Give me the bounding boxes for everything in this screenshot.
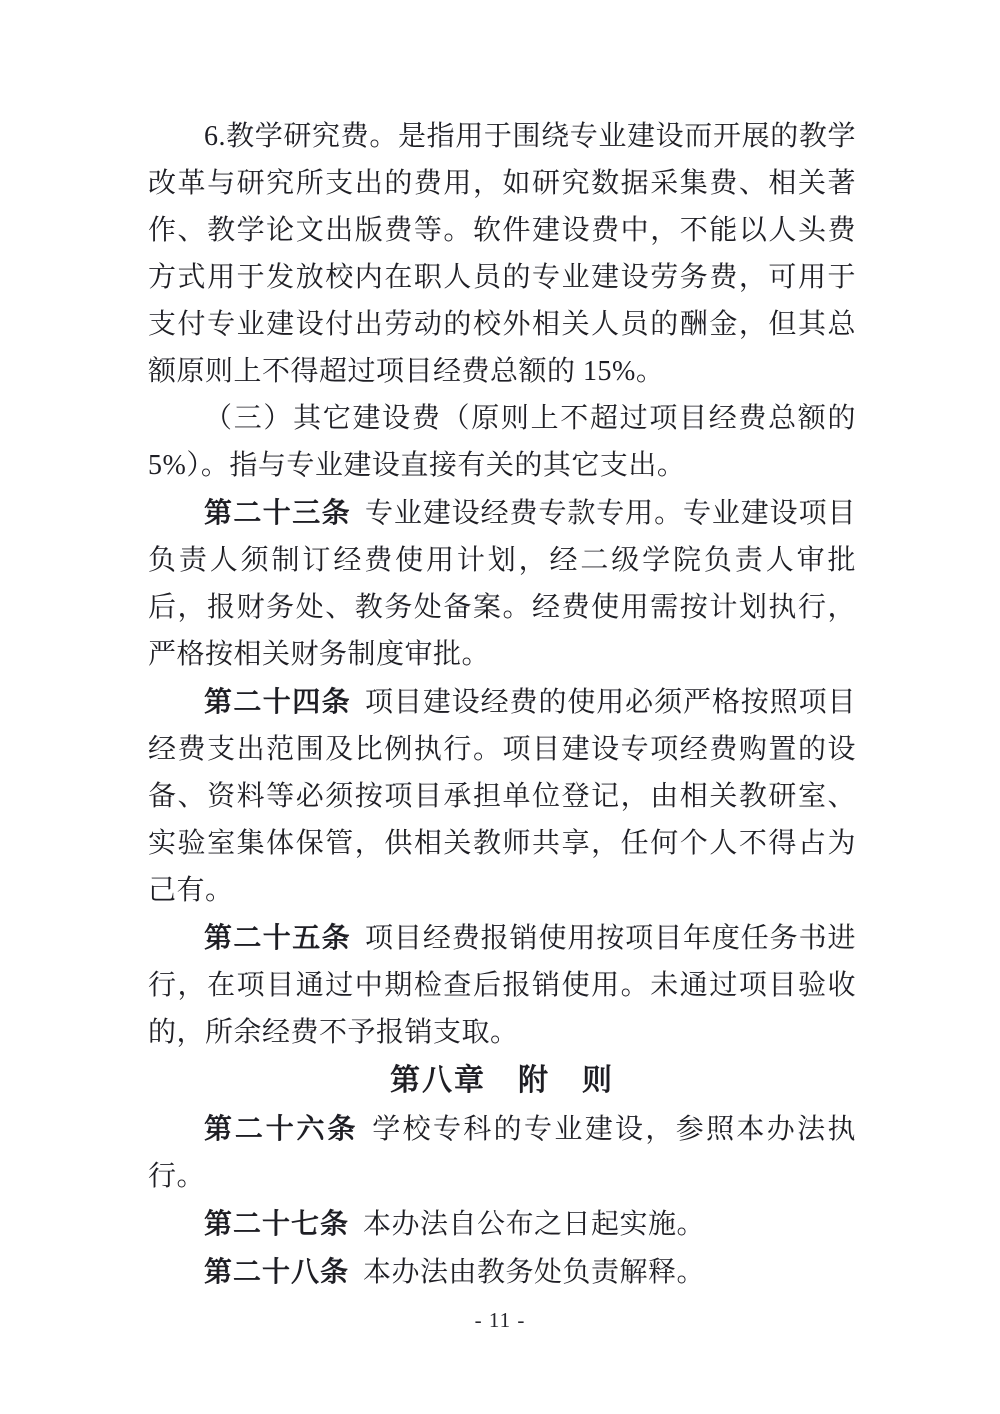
paragraph-text: 学校专科的专业建设，参照本办法执行。 — [148, 1114, 856, 1192]
paragraph-teaching-research-fee — [148, 113, 856, 395]
document-body — [148, 113, 856, 1296]
paragraph-article-27 — [148, 1200, 856, 1248]
article-number: 第二十六条 — [204, 1113, 359, 1144]
paragraph-article-26 — [148, 1105, 856, 1200]
paragraph-other-construction-fee — [148, 395, 856, 489]
article-number: 第二十四条 — [204, 686, 352, 717]
paragraph-article-25 — [148, 914, 856, 1056]
paragraph-text: 项目经费报销使用按项目年度任务书进行，在项目通过中期检查后报销使用。未通过项目验收的，所余经费不予报销支取。 — [148, 923, 856, 1048]
paragraph-article-23 — [148, 489, 856, 678]
paragraph-article-28 — [148, 1248, 856, 1296]
article-number: 第二十七条 — [204, 1208, 350, 1239]
page-number: - 11 - — [474, 1308, 526, 1332]
paragraph-text: （三）其它建设费（原则上不超过项目经费总额的 5%）。指与专业建设直接有关的其它支出。 — [148, 403, 856, 481]
paragraph-text: 项目建设经费的使用必须严格按照项目经费支出范围及比例执行。项目建设专项经费购置的设备、资料等必须按项目承担单位登记，由相关教研室、实验室集体保管，供相关教师共享，任何个人不得占为己有。 — [148, 687, 856, 906]
paragraph-text: 本办法自公布之日起实施。 — [363, 1209, 706, 1240]
paragraph-text: 专业建设经费专款专用。专业建设项目负责人须制订经费使用计划，经二级学院负责人审批后，报财务处、教务处备案。经费使用需按计划执行，严格按相关财务制度审批。 — [148, 498, 856, 670]
chapter-heading: 第八章 附 则 — [390, 1064, 614, 1097]
article-number: 第二十八条 — [204, 1256, 350, 1287]
paragraph-text: 6.教学研究费。是指用于围绕专业建设而开展的教学改革与研究所支出的费用，如研究数据采集费、相关著作、教学论文出版费等。软件建设费中，不能以人头费方式用于发放校内在职人员的专业建设劳务费，可用于支付专业建设付出劳动的校外相关人员的酬金，但其总额原则上不得超过项目经费总额的 15%。 — [148, 121, 856, 387]
article-number: 第二十三条 — [204, 497, 352, 528]
paragraph-article-24 — [148, 678, 856, 914]
article-number: 第二十五条 — [204, 922, 352, 953]
paragraph-text: 本办法由教务处负责解释。 — [363, 1257, 706, 1288]
